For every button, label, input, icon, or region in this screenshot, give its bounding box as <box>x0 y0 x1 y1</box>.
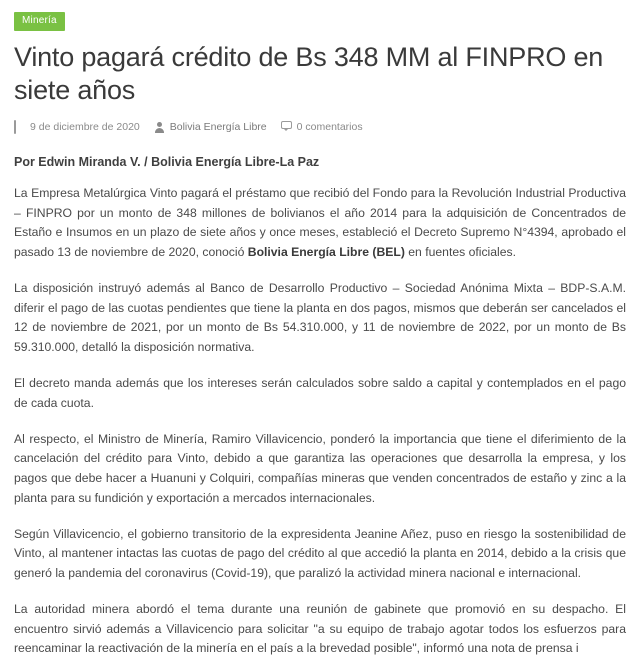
byline: Por Edwin Miranda V. / Bolivia Energía Libre-La Paz <box>14 154 320 169</box>
meta-author[interactable] <box>154 121 267 133</box>
comment-icon <box>281 121 292 132</box>
calendar-icon <box>14 121 25 132</box>
meta-author-label[interactable]: Bolivia Energía Libre <box>169 120 267 133</box>
category-badge[interactable]: Minería <box>14 12 65 31</box>
paragraph: La autoridad minera abordó el tema durante una reunión de gabinete que promovió en su despacho. El encuentro sirvió además a Villavicencio para solicitar "a su equipo de trabajo agotar todos los esfuerzos para reencaminar la reactivación de la minería en el país a la brevedad posible", informó una nota de prensa i <box>14 601 626 656</box>
article-meta <box>14 121 626 133</box>
meta-comments-label[interactable]: 0 comentarios <box>296 120 363 133</box>
meta-date-label: 9 de diciembre de 2020 <box>30 120 140 133</box>
paragraph: El decreto manda además que los intereses serán calculados sobre saldo a capital y contemplados en el pago de cada cuota. <box>14 376 626 410</box>
meta-date <box>14 121 140 133</box>
user-icon <box>154 121 165 132</box>
paragraph: Al respecto, el Ministro de Minería, Ramiro Villavicencio, ponderó la importancia que tiene el diferimiento de la cancelación del crédito para Vinto, debido a que garantiza las operaciones que desarrolla la empresa, y los pagos que debe hacer a Huanuni y Colquiri, compañías mineras que venden concentrados de estaño y zinc a la planta para su fundición y exportación a mercados internacionales. <box>14 431 626 505</box>
paragraph: La disposición instruyó además al Banco de Desarrollo Productivo – Sociedad Anónima Mixta – BDP-S.A.M. diferir el pago de las cuotas pendientes que tiene la planta en dos pagos, mismos que deberán ser cancelados el 12 de noviembre de 2021, por un monto de Bs 54.310.000, y 11 de noviembre de 2022, por un monto de Bs 59.310.000, detalló la disposición normativa. <box>14 280 626 355</box>
paragraph: Según Villavicencio, el gobierno transitorio de la expresidenta Jeanine Añez, puso en riesgo la sostenibilidad de Vinto, al mantener intactas las cuotas de pago del crédito al que accedió la planta en 2014, debido a la crisis que generó la pandemia del coronavirus (Covid-19), que paralizó la actividad minera nacional e internacional. <box>14 526 626 581</box>
paragraph: La Empresa Metalúrgica Vinto pagará el préstamo que recibió del Fondo para la Revolución Industrial Productiva – FINPRO por un monto de 348 millones de bolivianos el año 2014 para la adquisición de Concentrados de Estaño e Insumos en un plazo de siete años y once meses, estableció el Decreto Supremo N°4394, aprobado el pasado 13 de noviembre de 2020, conoció Bolivia Energía Libre (BEL) en fuentes oficiales. <box>14 185 626 260</box>
article-body <box>14 184 626 659</box>
meta-comments[interactable] <box>281 121 363 133</box>
page-title: Vinto pagará crédito de Bs 348 MM al FINPRO en siete años <box>14 42 604 105</box>
